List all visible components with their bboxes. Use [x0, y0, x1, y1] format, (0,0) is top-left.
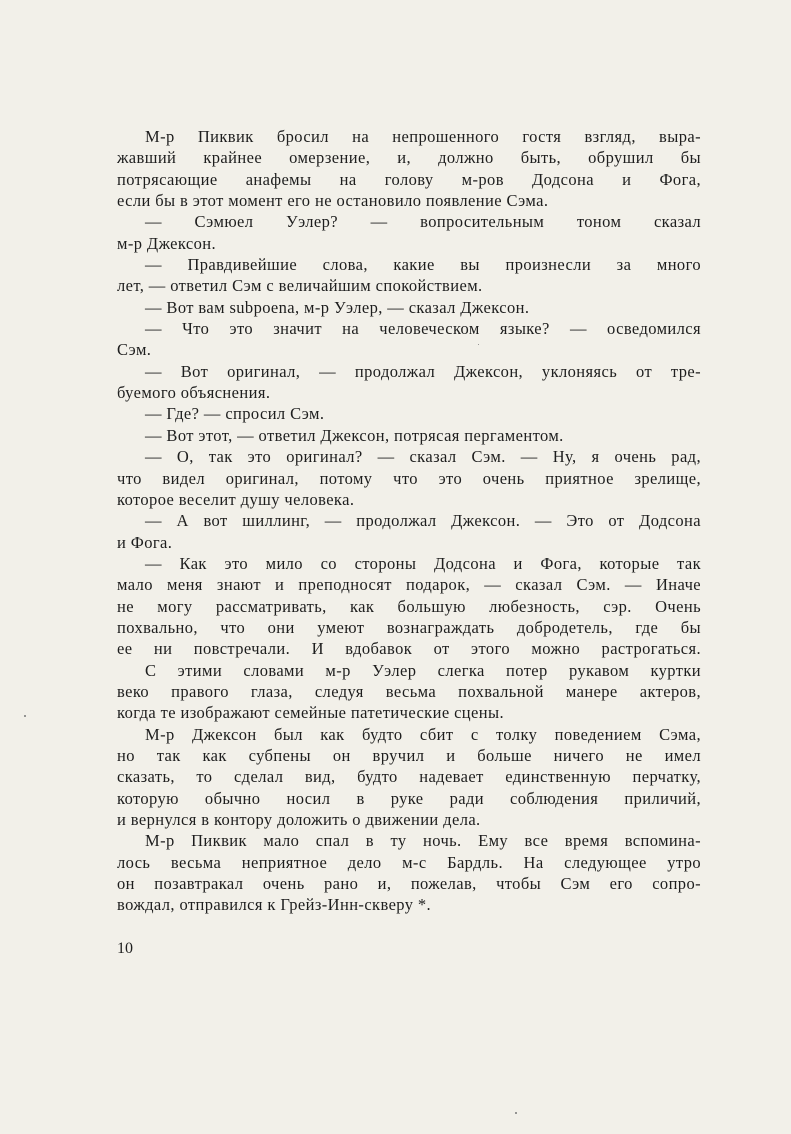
text-line: которую обычно носил в руке ради соблюдения приличий, — [117, 788, 701, 808]
text-line: — О, так это оригинал? — сказал Сэм. — Ну, я очень рад, — [145, 447, 701, 467]
text-line: но так как субпены он вручил и больше ничего не имел — [117, 745, 701, 765]
text-line: — Как это мило со стороны Додсона и Фога, которые так — [145, 553, 701, 573]
text-line: М-р Джексон был как будто сбит с толку поведением Сэма, — [145, 724, 701, 744]
text-line: — А вот шиллинг, — продолжал Джексон. — Это от Додсона — [145, 511, 701, 531]
text-line: — Сэмюел Уэлер? — вопросительным тоном сказал — [145, 212, 701, 232]
text-line: если бы в этот момент его не остановило появление Сэма. — [117, 191, 549, 211]
text-line: — Вот этот, — ответил Джексон, потрясая пергаментом. — [145, 425, 564, 445]
scan-speck — [478, 344, 479, 345]
text-line: — Где? — спросил Сэм. — [145, 404, 325, 424]
text-line: веко правого глаза, следуя весьма похвальной манере актеров, — [117, 681, 701, 701]
page-number: 10 — [117, 940, 133, 957]
text-line: похвально, что они умеют вознаграждать добродетель, где бы — [117, 617, 701, 637]
text-line: Сэм. — [117, 340, 152, 360]
text-line: что видел оригинал, потому что это очень приятное зрелище, — [117, 468, 701, 488]
text-line: М-р Пиквик бросил на непрошенного гостя взгляд, выра- — [145, 127, 701, 146]
text-line: м-р Джексон. — [117, 233, 217, 253]
text-line: — Правдивейшие слова, какие вы произнесли за много — [145, 255, 701, 275]
text-line: М-р Пиквик мало спал в ту ночь. Ему все время вспомина- — [145, 831, 701, 851]
text-line: сказать, то сделал вид, будто надевает единственную перчатку, — [117, 767, 701, 787]
scan-speck — [24, 715, 26, 717]
page-body-text — [117, 126, 701, 916]
text-line: когда те изображают семейные патетические сцены. — [117, 703, 504, 723]
text-line: С этими словами м-р Уэлер слегка потер рукавом куртки — [145, 660, 701, 680]
text-line: вождал, отправился к Грейз-Инн-скверу *. — [117, 895, 432, 915]
text-line: и вернулся в контору доложить о движении дела. — [117, 810, 481, 829]
text-line: — Что это значит на человеческом языке? — осведомился — [145, 319, 701, 339]
text-line: которое веселит душу человека. — [117, 489, 355, 509]
text-line: он позавтракал очень рано и, пожелав, чтобы Сэм его сопро- — [117, 874, 701, 894]
scan-speck — [515, 1112, 517, 1114]
text-line: мало меня знают и преподносят подарок, — сказал Сэм. — Иначе — [117, 575, 701, 595]
text-line: — Вот вам subpoena, м-р Уэлер, — сказал Джексон. — [145, 297, 530, 317]
text-line: буемого объяснения. — [117, 383, 271, 403]
text-line: ее ни повстречали. И вдобавок от этого можно растрогаться. — [117, 639, 701, 659]
text-line: — Вот оригинал, — продолжал Джексон, уклоняясь от тре- — [145, 361, 701, 381]
text-line: не могу рассматривать, как большую любезность, сэр. Очень — [117, 596, 701, 616]
text-line: лось весьма неприятное дело м-с Бардль. На следующее утро — [117, 852, 701, 872]
text-line: лет, — ответил Сэм с величайшим спокойствием. — [117, 276, 483, 296]
text-line: жавший крайнее омерзение, и, должно быть, обрушил бы — [117, 148, 701, 168]
text-line: и Фога. — [117, 532, 173, 552]
text-line: потрясающие анафемы на голову м-ров Додсона и Фога, — [117, 169, 701, 189]
